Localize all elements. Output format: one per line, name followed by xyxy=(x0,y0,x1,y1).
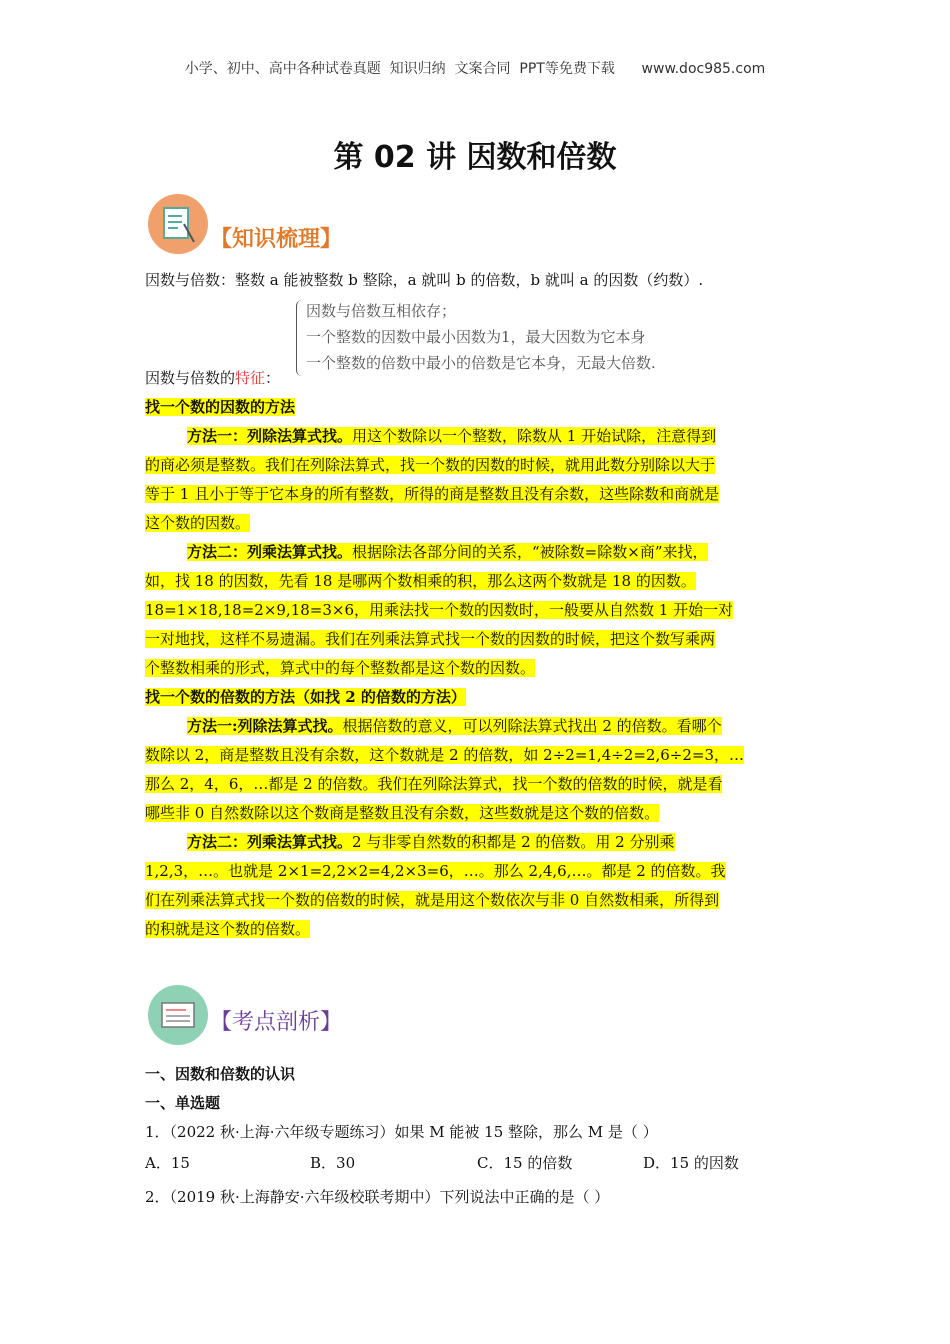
factor-method1-line: 等于 1 且小于等于它本身的所有整数，所得的商是整数且没有余数，这些除数和商就是 xyxy=(145,485,720,503)
factor-method1-line: 的商必须是整数。我们在列除法算式，找一个数的因数的时候，就用此数分别除以大于 xyxy=(145,456,716,474)
option-b[interactable]: B．30 xyxy=(310,1154,356,1172)
factor-method2-line: 方法二：列乘法算式找。根据除法各部分间的关系，“被除数=除数×商”来找， xyxy=(187,543,708,561)
option-c[interactable]: C．15 的倍数 xyxy=(477,1154,573,1172)
feature-item: 一个整数的因数中最小因数为1，最大因数为它本身 xyxy=(306,328,646,346)
option-a[interactable]: A．15 xyxy=(145,1154,190,1172)
factor-method2-line: 18=1×18,18=2×9,18=3×6，用乘法找一个数的因数时，一般要从自然数 1 开始一对 xyxy=(145,601,734,619)
feature-item: 一个整数的倍数中最小的倍数是它本身，无最大倍数. xyxy=(306,354,656,372)
multiple-method1-line: 方法一:列除法算式找。根据倍数的意义，可以列除法算式找出 2 的倍数。看哪个 xyxy=(187,717,722,735)
factor-method2-line: 一对地找，这样不易遗漏。我们在列乘法算式找一个数的因数的时候，把这个数写乘两 xyxy=(145,630,716,648)
section-title-knowledge: 【知识梳理】 xyxy=(210,227,343,252)
factor-heading: 找一个数的因数的方法 xyxy=(145,398,296,416)
factor-method1-line: 方法一：列除法算式找。用这个数除以一个整数，除数从 1 开始试除，注意得到 xyxy=(187,427,717,445)
option-d[interactable]: D．15 的因数 xyxy=(643,1154,739,1172)
factor-method2-line: 个整数相乘的形式，算式中的每个整数都是这个数的因数。 xyxy=(145,659,536,677)
section-title-analysis: 【考点剖析】 xyxy=(210,1010,343,1035)
section-analysis xyxy=(148,985,508,1051)
multiple-method2-line: 方法二：列乘法算式找。2 与非零自然数的积都是 2 的倍数。用 2 分别乘 xyxy=(187,833,675,851)
section-knowledge xyxy=(148,194,508,260)
feature-item: 因数与倍数互相依存； xyxy=(306,302,457,320)
multiple-method1-line: 数除以 2，商是整数且没有余数，这个数就是 2 的倍数，如 2÷2=1,4÷2=2,6÷2=3，… xyxy=(145,746,744,764)
subheading-topic: 一、因数和倍数的认识 xyxy=(145,1065,296,1083)
notebook-icon xyxy=(148,194,208,254)
folder-icon xyxy=(148,985,208,1045)
page-title: 第 02 讲 因数和倍数 xyxy=(333,140,617,175)
factor-method1-line: 这个数的因数。 xyxy=(145,514,251,532)
question-2: 2．（2019 秋·上海静安·六年级校联考期中）下列说法中正确的是（ ） xyxy=(145,1188,610,1206)
multiple-heading: 找一个数的倍数的方法（如找 2 的倍数的方法） xyxy=(145,688,466,706)
question-1: 1．（2022 秋·上海·六年级专题练习）如果 M 能被 15 整除，那么 M 是（ ） xyxy=(145,1123,658,1141)
subheading-type: 一、单选题 xyxy=(145,1094,221,1112)
page-header: 小学、初中、高中各种试卷真题 知识归纳 文案合同 PPT等免费下载 www.doc985.com xyxy=(184,61,766,77)
multiple-method2-line: 们在列乘法算式找一个数的倍数的时候，就是用这个数依次与非 0 自然数相乘，所得到 xyxy=(145,891,720,909)
multiple-method2-line: 1,2,3，…。也就是 2×1=2,2×2=4,2×3=6，…。那么 2,4,6,…。都是 2 的倍数。我 xyxy=(145,862,726,880)
multiple-method1-line: 哪些非 0 自然数除以这个数商是整数且没有余数，这些数就是这个数的倍数。 xyxy=(145,804,660,822)
multiple-method2-line: 的积就是这个数的倍数。 xyxy=(145,920,311,938)
factor-method2-line: 如，找 18 的因数，先看 18 是哪两个数相乘的积，那么这两个数就是 18 的因数。 xyxy=(145,572,696,590)
feature-line: 因数与倍数的特征： xyxy=(145,369,281,387)
multiple-method1-line: 那么 2，4，6，…都是 2 的倍数。我们在列除法算式，找一个数的倍数的时候，就是看 xyxy=(145,775,723,793)
definition-line: 因数与倍数：整数 a 能被整数 b 整除，a 就叫 b 的倍数，b 就叫 a 的因数（约数）. xyxy=(145,271,704,289)
